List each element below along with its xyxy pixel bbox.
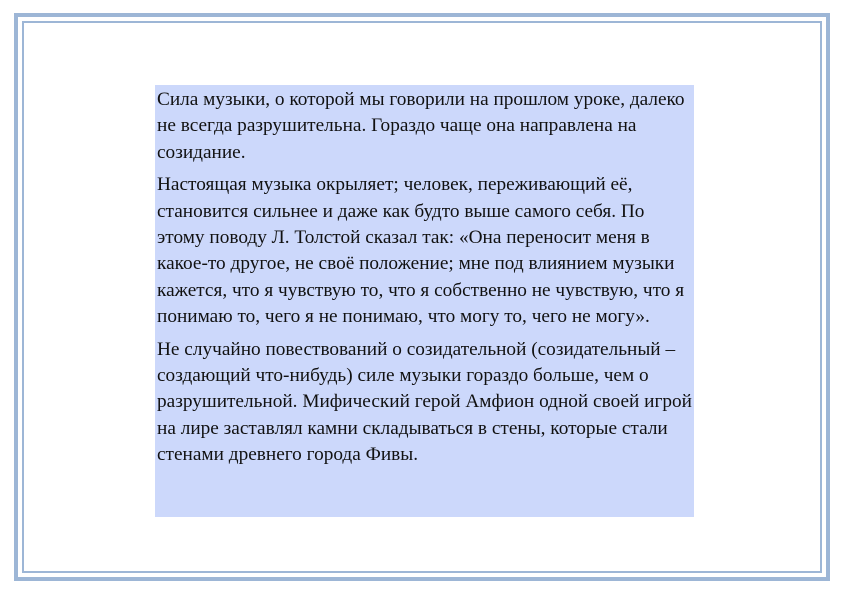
text-block (155, 85, 694, 517)
paragraph-2: Настоящая музыка окрыляет; человек, переживающий её, становится сильнее и даже как будто выше самого себя. По этому поводу Л. Толстой сказал так: «Она переносит меня в какое-то другое, не своё положение; мне под влиянием музыки кажется, что я чувствую то, что я собственно не чувствую, что я понимаю то, чего я не понимаю, что могу то, чего не могу». (157, 174, 685, 328)
paragraph-3: Не случайно повествований о созидательной (созидательный – создающий что-нибудь) силе музыки гораздо больше, чем о разрушительной. Мифический герой Амфион одной своей игрой на лире заставлял камни складываться в стены, которые стали стенами древнего города Фивы. (157, 338, 692, 466)
paragraph-1: Сила музыки, о которой мы говорили на прошлом уроке, далеко не всегда разрушительна. Гораздо чаще она направлена на созидание. (157, 89, 685, 163)
